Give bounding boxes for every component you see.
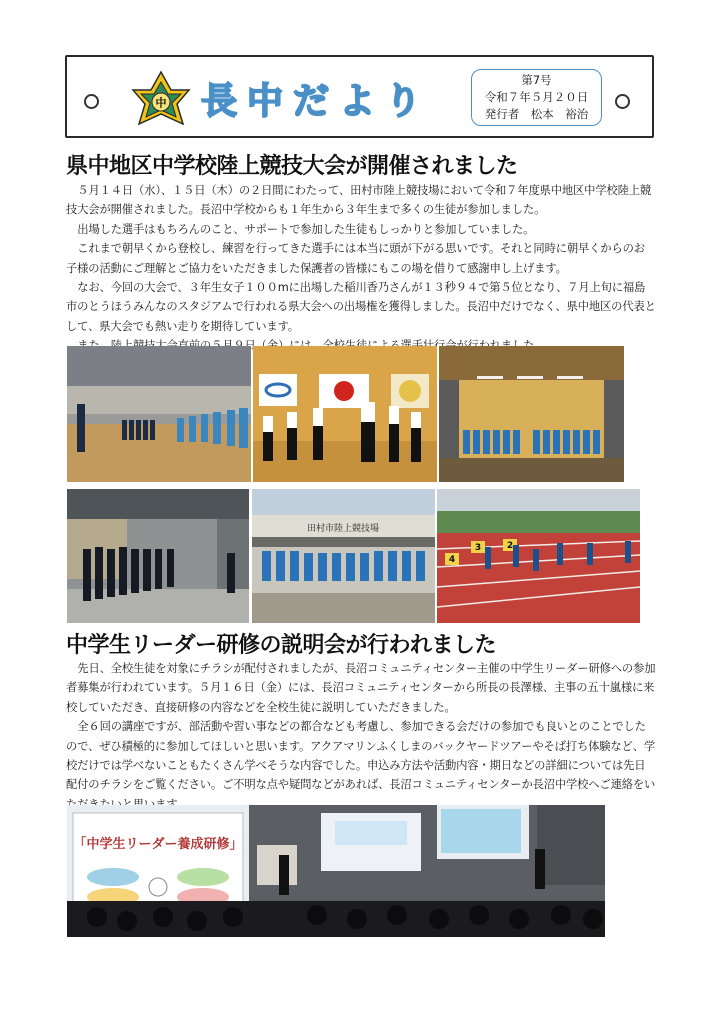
article2-paragraph: 先日、全校生徒を対象にチラシが配付されましたが、長沼コミュニティセンター主催の中学生リーダー研修への参加者募集が行われています。５月１６日（金）には、長沼コミュニティセンターから所長の長澤様、主事の五十嵐様に来校していただき、直接研修の内容などを全校生徒に説明していただきました。 <box>66 662 656 714</box>
stadium-sign-text: 田村市陸上競技場 <box>306 524 380 534</box>
photo-stadium-group <box>252 489 435 623</box>
article2-headline: 中学生リーダー研修の説明会が行われました <box>66 633 497 658</box>
article2-body <box>66 659 656 814</box>
punch-hole-right <box>615 94 630 109</box>
photo-briefing-session <box>67 805 605 937</box>
article1-headline: 県中地区中学校陸上競技大会が開催されました <box>66 154 518 179</box>
masthead <box>65 55 654 138</box>
publisher: 発行者 松本 裕治 <box>484 107 589 121</box>
article1-paragraph: これまで朝早くから登校し、練習を行ってきた選手には本当に頭が下がる思いです。それと同時に朝早くからのお子様の活動にご理解とご協力をいただきました保護者の皆様にもこの場を借りて感謝申し上げます。 <box>66 242 645 275</box>
newsletter-title: 長中だより <box>201 81 432 122</box>
emblem-character: 中 <box>155 96 167 110</box>
article1-paragraph: なお、今回の大会で、３年生女子１００mに出場した稲川香乃さんが１３秒９４で第５位となり、７月上旬に福島市のとうほうみんなのスタジアムで行われる県大会への出場権を獲得しました。長沼中だけでなく、県中地区の代表として、県大会でも熱い走りを期待しています。 <box>66 281 656 333</box>
lane-number: 4 <box>448 555 456 565</box>
article1-body <box>66 181 656 356</box>
slide-title: 「中学生リーダー養成研修」 <box>73 837 243 852</box>
article1-paragraph: ５月１４日（水）、１５日（木）の２日間にわたって、田村市陸上競技場において令和７年度県中地区中学校陸上競技大会が開催されました。長沼中学校からも１年生から３年生まで多くの生徒が参加しました。 <box>66 184 652 217</box>
issue-number: 第7号 <box>521 73 552 87</box>
photo-outdoor-lineup <box>67 489 249 623</box>
issue-date: 令和７年５月２０日 <box>484 90 589 104</box>
photo-team-on-stage <box>439 346 624 482</box>
issue-info-box <box>471 69 602 126</box>
article1-paragraph: 出場した選手はもちろんのこと、サポートで参加した生徒もしっかりと参加していました。 <box>77 222 535 236</box>
punch-hole-left <box>84 94 99 109</box>
lane-number: 3 <box>474 543 482 553</box>
lane-number: 2 <box>506 541 514 551</box>
photo-gym-sendoff <box>67 346 251 482</box>
photo-track-race <box>437 489 640 623</box>
school-emblem <box>131 70 191 128</box>
photo-stage-cheer <box>253 346 437 482</box>
article2-paragraph: 全６回の講座ですが、部活動や習い事などの都合なども考慮し、参加できる会だけの参加でも良いとのことでしたので、ぜひ積極的に参加してほしいと思います。アクアマリンふくしまのバックヤードツアーやそば打ち体験など、学校だけでは学べないこともたくさん学べそうな内容でした。申込み方法や活動内容・期日などの詳細については先日配付のチラシをご覧ください。ご不明な点や疑問などがあれば、長沼コミュニティセンターか長沼中学校へご連絡をい <box>66 720 656 792</box>
